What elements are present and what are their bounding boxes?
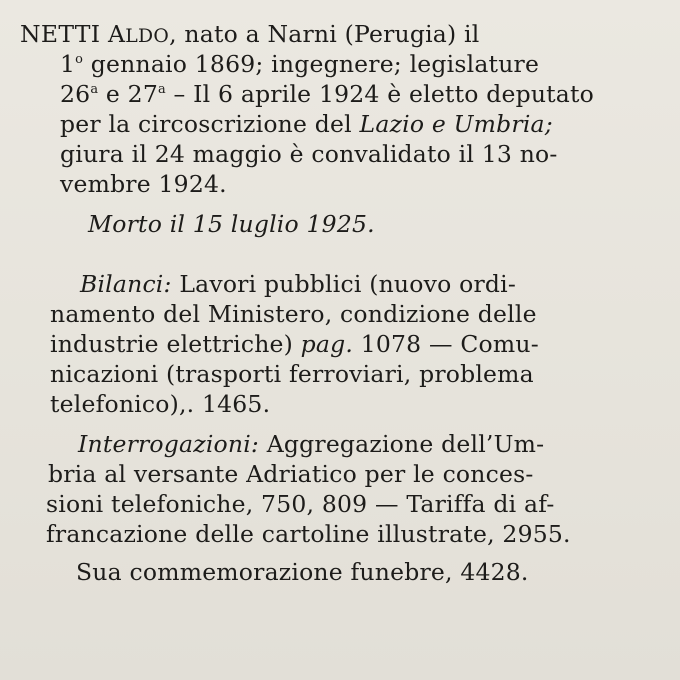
interrogazioni-line-3: sioni telefoniche, 750, 809 — Tariffa di af- [46,490,555,518]
bilanci-line-1 [80,270,516,298]
bio-line-3 [60,80,594,108]
bilanci-line-2: namento del Ministero, condizione delle [50,300,537,328]
bio-line-2-text: gennaio 1869; ingegnere; legislature [83,50,540,78]
interrogazioni-line-1 [78,430,544,458]
legislature-number-1: 26 [60,80,91,108]
interrogazioni-line-2: bria al versante Adriatico per le conces- [48,460,534,488]
ordinal-mark: a [157,81,166,97]
bilanci-line-5: telefonico),. 1465. [50,390,271,418]
bilanci-label: Bilanci: [80,270,172,298]
legislature-number-2: e 27 [98,80,158,108]
surname: NETTI [20,20,101,48]
page-abbreviation: pag. [300,330,354,358]
bio-line-6 [60,170,227,198]
region-name: Lazio e Umbria; [359,110,553,138]
bio-line-4 [60,110,553,138]
bio-line-4-text: per la circoscrizione del [60,110,360,138]
interrogazioni-line-4: francazione delle cartoline illustrate, 2955. [46,520,571,548]
bilanci-line-4: nicazioni (trasporti ferroviari, problema [50,360,534,388]
day-number: 1 [60,50,76,78]
given-name: ALDO [107,20,170,48]
bio-line-6-text: vembre 1924. [60,170,227,198]
bilanci-line-3-text: industrie elettriche) [50,330,301,358]
ordinal-mark: a [90,81,99,97]
death-line: Morto il 15 luglio 1925. [88,210,375,238]
ordinal-mark: o [75,51,84,67]
interrogazioni-label: Interrogazioni: [78,430,260,458]
bilanci-line-3 [50,330,539,358]
interrogazioni-line-1-text: Aggregazione dell’Um- [259,430,545,458]
bio-line-2 [60,50,539,78]
bio-line-3-text: – Il 6 aprile 1924 è eletto deputato [165,80,595,108]
commemoration-line: Sua commemorazione funebre, 4428. [76,558,529,586]
bio-line-5 [60,140,558,168]
bilanci-line-3-rest: 1078 — Comu- [353,330,539,358]
bio-line-1 [20,20,642,51]
bio-line-5-text: giura il 24 maggio è convalidato il 13 no- [60,140,558,168]
bio-line-1-text: , nato a Narni (Perugia) il [169,20,480,48]
bilanci-line-1-text: Lavori pubblici (nuovo ordi- [171,270,516,298]
